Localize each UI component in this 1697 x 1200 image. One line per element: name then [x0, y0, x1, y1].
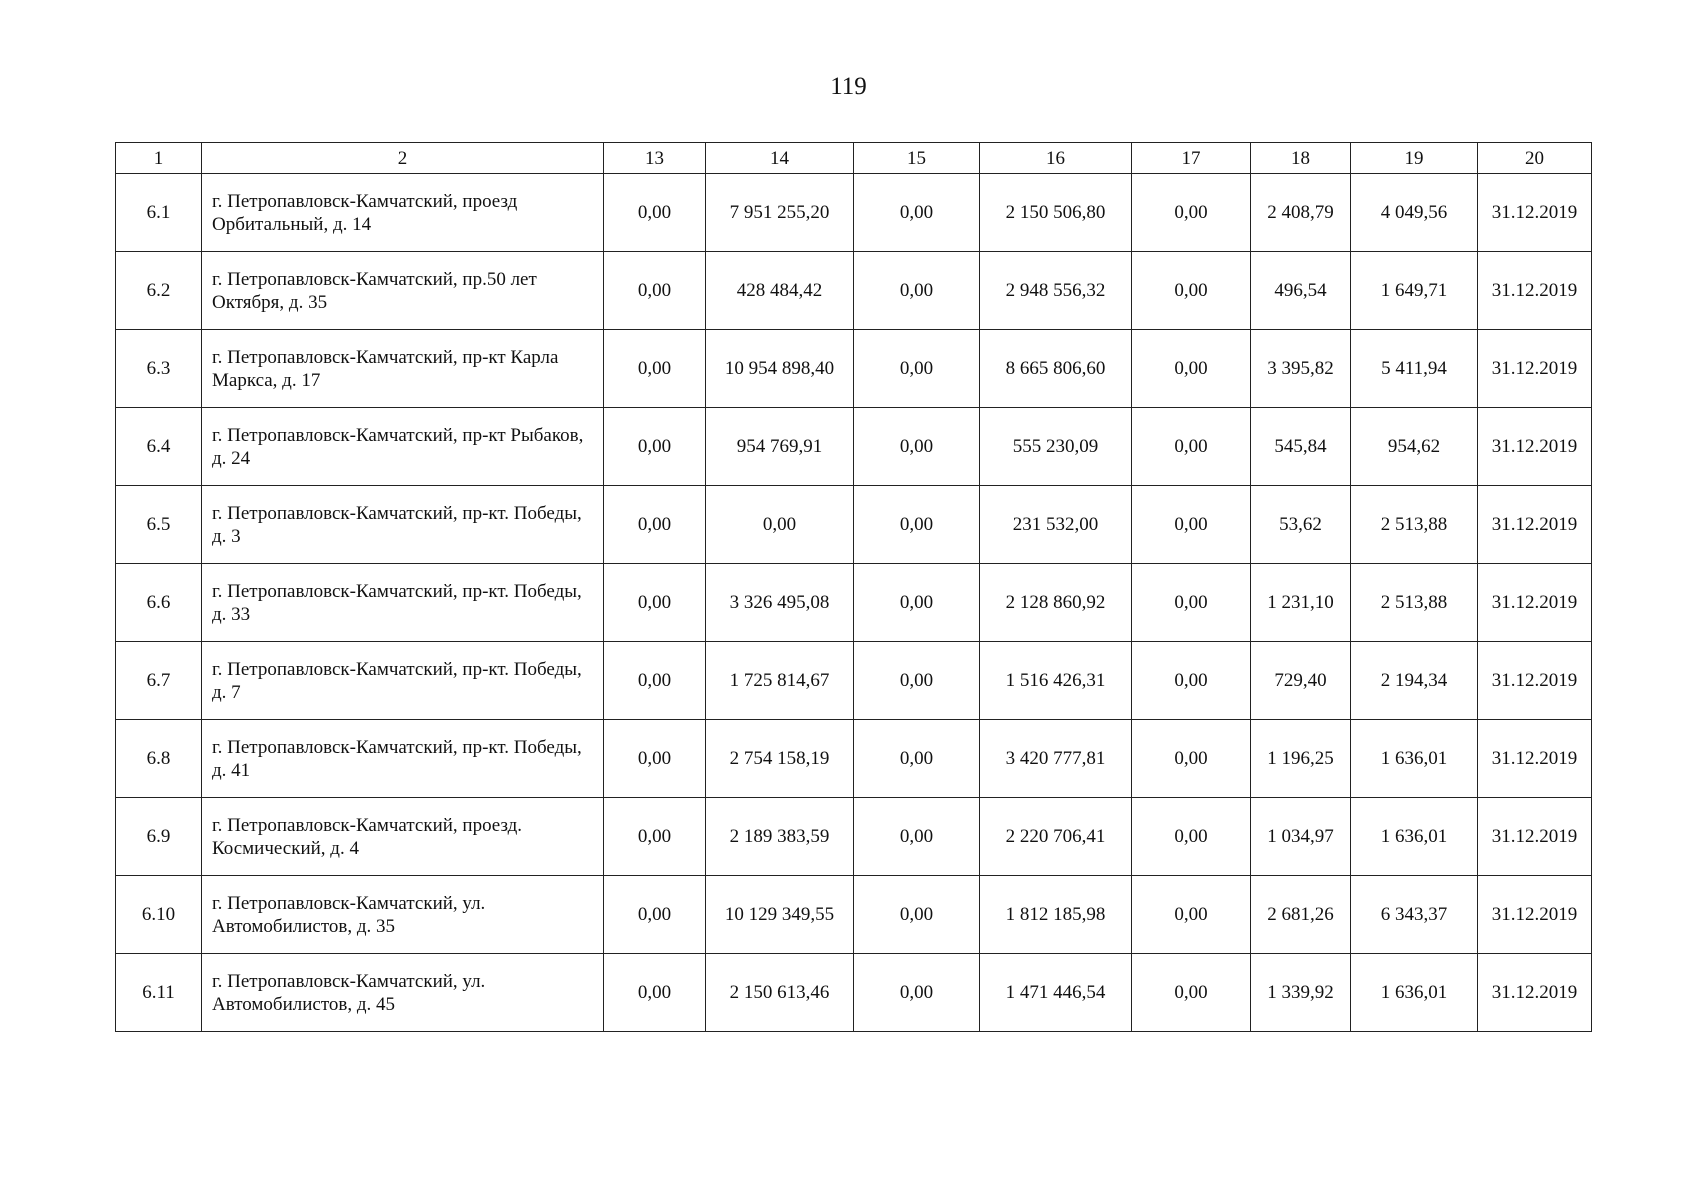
value-cell: 0,00	[604, 564, 706, 642]
address-cell: г. Петропавловск-Камчатский, пр.50 лет Октября, д. 35	[202, 252, 604, 330]
table-row	[116, 954, 1592, 1032]
value-cell: 2 220 706,41	[980, 798, 1132, 876]
value-cell: 0,00	[1132, 642, 1251, 720]
value-cell: 0,00	[1132, 564, 1251, 642]
value-cell: 1 636,01	[1351, 720, 1478, 798]
value-cell: 2 408,79	[1251, 174, 1351, 252]
value-cell: 1 636,01	[1351, 798, 1478, 876]
date-cell: 31.12.2019	[1478, 720, 1592, 798]
value-cell: 0,00	[604, 408, 706, 486]
value-cell: 1 812 185,98	[980, 876, 1132, 954]
address-cell: г. Петропавловск-Камчатский, проезд. Космический, д. 4	[202, 798, 604, 876]
value-cell: 1 649,71	[1351, 252, 1478, 330]
value-cell: 545,84	[1251, 408, 1351, 486]
value-cell: 0,00	[854, 174, 980, 252]
value-cell: 428 484,42	[706, 252, 854, 330]
table-row	[116, 642, 1592, 720]
date-cell: 31.12.2019	[1478, 876, 1592, 954]
date-cell: 31.12.2019	[1478, 954, 1592, 1032]
value-cell: 7 951 255,20	[706, 174, 854, 252]
table-row	[116, 408, 1592, 486]
address-cell: г. Петропавловск-Камчатский, пр-кт. Победы, д. 41	[202, 720, 604, 798]
address-cell: г. Петропавловск-Камчатский, пр-кт Рыбаков, д. 24	[202, 408, 604, 486]
value-cell: 0,00	[1132, 720, 1251, 798]
value-cell: 1 339,92	[1251, 954, 1351, 1032]
value-cell: 0,00	[604, 174, 706, 252]
value-cell: 1 516 426,31	[980, 642, 1132, 720]
value-cell: 1 636,01	[1351, 954, 1478, 1032]
value-cell: 0,00	[604, 798, 706, 876]
table-row	[116, 876, 1592, 954]
value-cell: 0,00	[854, 954, 980, 1032]
address-cell: г. Петропавловск-Камчатский, ул. Автомобилистов, д. 35	[202, 876, 604, 954]
value-cell: 2 189 383,59	[706, 798, 854, 876]
value-cell: 0,00	[854, 486, 980, 564]
value-cell: 496,54	[1251, 252, 1351, 330]
data-table	[115, 142, 1592, 1032]
value-cell: 2 150 613,46	[706, 954, 854, 1032]
value-cell: 0,00	[604, 642, 706, 720]
date-cell: 31.12.2019	[1478, 642, 1592, 720]
table-row	[116, 252, 1592, 330]
date-cell: 31.12.2019	[1478, 330, 1592, 408]
date-cell: 31.12.2019	[1478, 252, 1592, 330]
value-cell: 0,00	[854, 252, 980, 330]
address-cell: г. Петропавловск-Камчатский, ул. Автомобилистов, д. 45	[202, 954, 604, 1032]
column-header: 14	[706, 143, 854, 174]
value-cell: 0,00	[604, 330, 706, 408]
date-cell: 31.12.2019	[1478, 564, 1592, 642]
address-cell: г. Петропавловск-Камчатский, проезд Орбитальный, д. 14	[202, 174, 604, 252]
column-header: 2	[202, 143, 604, 174]
table-row	[116, 798, 1592, 876]
address-cell: г. Петропавловск-Камчатский, пр-кт. Победы, д. 7	[202, 642, 604, 720]
value-cell: 2 513,88	[1351, 486, 1478, 564]
value-cell: 2 948 556,32	[980, 252, 1132, 330]
value-cell: 1 725 814,67	[706, 642, 854, 720]
row-number-cell: 6.7	[116, 642, 202, 720]
row-number-cell: 6.1	[116, 174, 202, 252]
value-cell: 2 128 860,92	[980, 564, 1132, 642]
row-number-cell: 6.11	[116, 954, 202, 1032]
value-cell: 0,00	[706, 486, 854, 564]
value-cell: 0,00	[604, 486, 706, 564]
row-number-cell: 6.3	[116, 330, 202, 408]
value-cell: 2 681,26	[1251, 876, 1351, 954]
value-cell: 0,00	[1132, 330, 1251, 408]
value-cell: 954,62	[1351, 408, 1478, 486]
column-header: 15	[854, 143, 980, 174]
column-header: 20	[1478, 143, 1592, 174]
value-cell: 2 150 506,80	[980, 174, 1132, 252]
table-row	[116, 486, 1592, 564]
value-cell: 1 196,25	[1251, 720, 1351, 798]
table-header	[116, 143, 1592, 174]
value-cell: 231 532,00	[980, 486, 1132, 564]
value-cell: 0,00	[604, 720, 706, 798]
table-row	[116, 564, 1592, 642]
row-number-cell: 6.10	[116, 876, 202, 954]
value-cell: 0,00	[1132, 486, 1251, 564]
value-cell: 4 049,56	[1351, 174, 1478, 252]
table-row	[116, 330, 1592, 408]
value-cell: 2 194,34	[1351, 642, 1478, 720]
row-number-cell: 6.2	[116, 252, 202, 330]
value-cell: 0,00	[1132, 798, 1251, 876]
value-cell: 53,62	[1251, 486, 1351, 564]
row-number-cell: 6.8	[116, 720, 202, 798]
value-cell: 954 769,91	[706, 408, 854, 486]
table-body	[116, 174, 1592, 1032]
column-header: 19	[1351, 143, 1478, 174]
value-cell: 8 665 806,60	[980, 330, 1132, 408]
date-cell: 31.12.2019	[1478, 174, 1592, 252]
column-header: 1	[116, 143, 202, 174]
value-cell: 6 343,37	[1351, 876, 1478, 954]
value-cell: 555 230,09	[980, 408, 1132, 486]
address-cell: г. Петропавловск-Камчатский, пр-кт Карла Маркса, д. 17	[202, 330, 604, 408]
value-cell: 0,00	[604, 876, 706, 954]
value-cell: 0,00	[1132, 252, 1251, 330]
value-cell: 5 411,94	[1351, 330, 1478, 408]
date-cell: 31.12.2019	[1478, 486, 1592, 564]
value-cell: 1 034,97	[1251, 798, 1351, 876]
value-cell: 0,00	[604, 954, 706, 1032]
address-cell: г. Петропавловск-Камчатский, пр-кт. Победы, д. 33	[202, 564, 604, 642]
column-header: 16	[980, 143, 1132, 174]
date-cell: 31.12.2019	[1478, 408, 1592, 486]
value-cell: 0,00	[854, 642, 980, 720]
row-number-cell: 6.5	[116, 486, 202, 564]
column-header: 18	[1251, 143, 1351, 174]
column-header: 13	[604, 143, 706, 174]
date-cell: 31.12.2019	[1478, 798, 1592, 876]
row-number-cell: 6.4	[116, 408, 202, 486]
header-row	[116, 143, 1592, 174]
value-cell: 1 471 446,54	[980, 954, 1132, 1032]
value-cell: 1 231,10	[1251, 564, 1351, 642]
value-cell: 0,00	[604, 252, 706, 330]
column-header: 17	[1132, 143, 1251, 174]
value-cell: 10 954 898,40	[706, 330, 854, 408]
value-cell: 0,00	[854, 876, 980, 954]
value-cell: 0,00	[854, 408, 980, 486]
value-cell: 3 326 495,08	[706, 564, 854, 642]
value-cell: 0,00	[854, 330, 980, 408]
row-number-cell: 6.9	[116, 798, 202, 876]
value-cell: 0,00	[1132, 876, 1251, 954]
address-cell: г. Петропавловск-Камчатский, пр-кт. Победы, д. 3	[202, 486, 604, 564]
value-cell: 2 754 158,19	[706, 720, 854, 798]
value-cell: 0,00	[854, 720, 980, 798]
value-cell: 10 129 349,55	[706, 876, 854, 954]
table-row	[116, 174, 1592, 252]
value-cell: 0,00	[854, 798, 980, 876]
value-cell: 3 395,82	[1251, 330, 1351, 408]
row-number-cell: 6.6	[116, 564, 202, 642]
value-cell: 729,40	[1251, 642, 1351, 720]
value-cell: 2 513,88	[1351, 564, 1478, 642]
value-cell: 3 420 777,81	[980, 720, 1132, 798]
value-cell: 0,00	[1132, 954, 1251, 1032]
value-cell: 0,00	[1132, 408, 1251, 486]
value-cell: 0,00	[854, 564, 980, 642]
value-cell: 0,00	[1132, 174, 1251, 252]
table-row	[116, 720, 1592, 798]
page-number: 119	[830, 73, 867, 100]
